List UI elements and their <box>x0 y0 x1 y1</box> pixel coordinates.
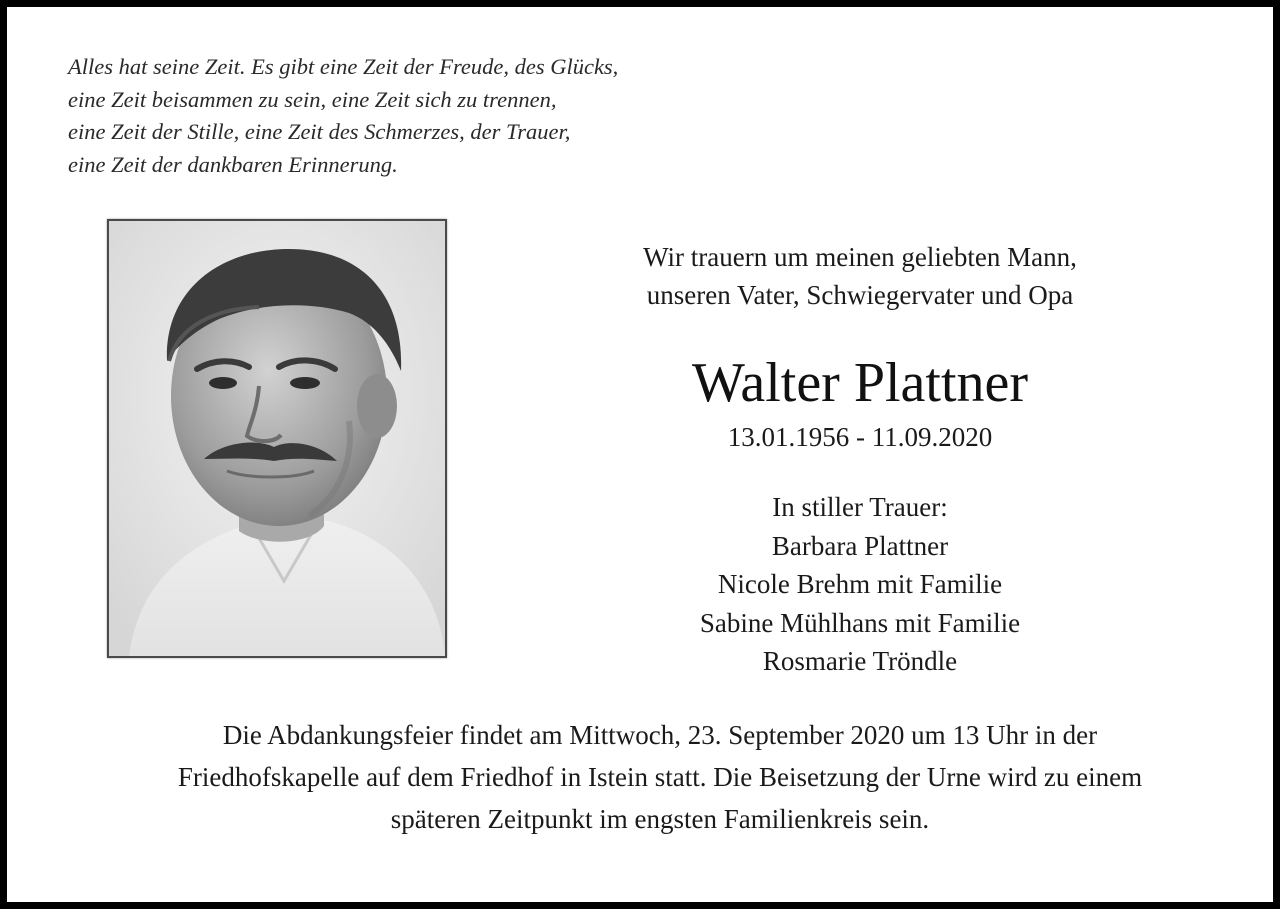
quote-line: eine Zeit der Stille, eine Zeit des Schmerzes, der Trauer, <box>68 119 571 144</box>
mourners-list <box>560 488 1160 681</box>
mourner-name: Sabine Mühlhans mit Familie <box>699 607 1021 638</box>
mourners-heading: In stiller Trauer: <box>772 492 948 522</box>
mourner-name: Nicole Brehm mit Familie <box>717 569 1003 599</box>
quote-line: eine Zeit der dankbaren Erinnerung. <box>68 151 398 177</box>
portrait-photo <box>107 219 447 658</box>
quote-line: Alles hat seine Zeit. Es gibt eine Zeit der Freude, des Glücks, <box>68 54 619 79</box>
mourning-intro <box>560 238 1160 314</box>
intro-line-1: Wir trauern um meinen geliebten Mann, <box>643 242 1077 272</box>
life-dates: 13.01.1956 - 11.09.2020 <box>727 422 993 452</box>
intro-line-2: unseren Vater, Schwiegervater und Opa <box>646 280 1074 310</box>
quote-line: eine Zeit beisammen zu sein, eine Zeit sich zu trennen, <box>68 86 557 112</box>
ceremony-details <box>47 714 1273 840</box>
portrait-image <box>109 221 445 656</box>
opening-quote <box>68 51 868 181</box>
ceremony-line: späteren Zeitpunkt im engsten Familienkreis sein. <box>390 804 930 834</box>
mourner-name: Rosmarie Tröndle <box>762 646 958 676</box>
ceremony-line: Die Abdankungsfeier findet am Mittwoch, 23. September 2020 um 13 Uhr in der <box>222 720 1098 750</box>
ceremony-line: Friedhofskapelle auf dem Friedhof in Istein statt. Die Beisetzung der Urne wird zu einem <box>177 762 1143 792</box>
deceased-name: Walter Plattner <box>691 352 1029 414</box>
mourner-name: Barbara Plattner <box>771 530 949 561</box>
